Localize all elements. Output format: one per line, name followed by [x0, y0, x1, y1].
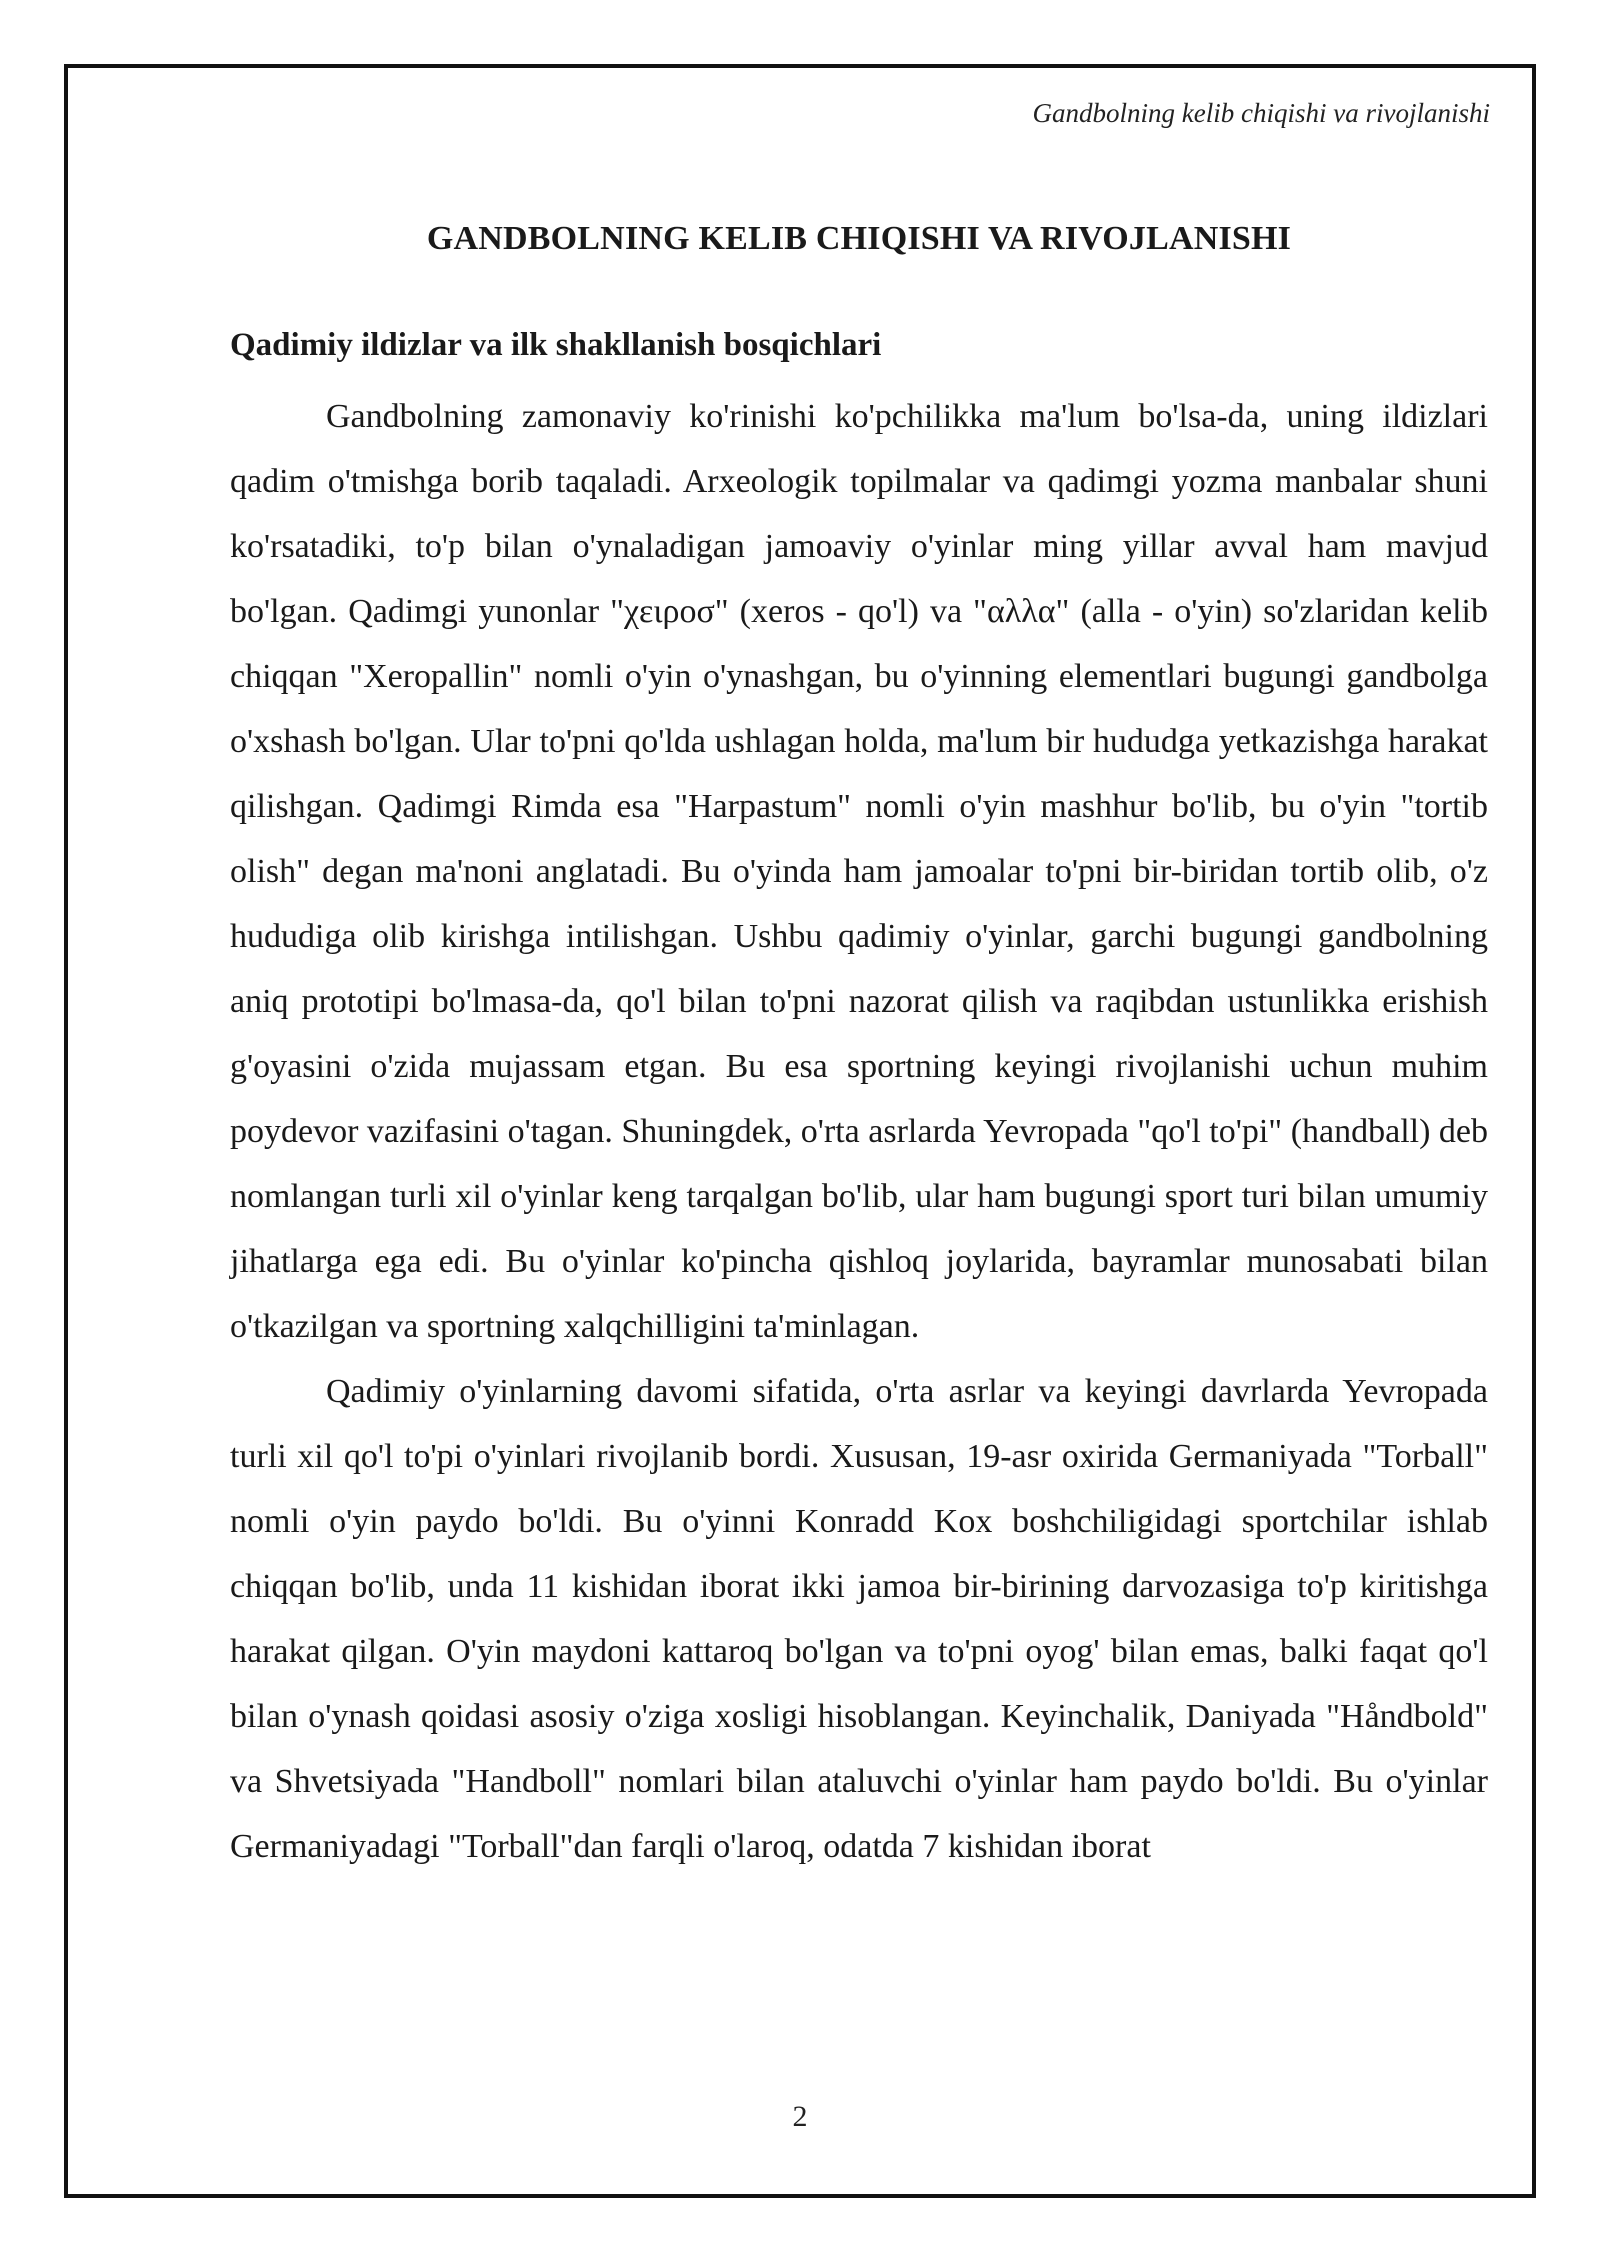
document-title: GANDBOLNING KELIB CHIQISHI VA RIVOJLANISHI: [426, 220, 1292, 257]
running-header: Gandbolning kelib chiqishi va rivojlanishi: [1032, 98, 1490, 128]
paragraph-1: Gandbolning zamonaviy ko'rinishi ko'pchilikka ma'lum bo'lsa-da, uning ildizlari qadim o'tmishga borib taqaladi. Arxeologik topilmalar va qadimgi yozma manbalar shuni ko'rsatadiki, to'p bilan o'ynaladigan jamoaviy o'yinlar ming yillar avval ham mavjud bo'lgan. Qadimgi yunonlar "χειροσ" (xeros - qo'l) va "αλλα" (alla - o'yin) so'zlaridan kelib chiqqan "Xeropallin" nomli o'yin o'ynashgan, bu o'yinning elementlari bugungi gandbolga o'xshash bo'lgan. Ular to'pni qo'lda ushlagan holda, ma'lum bir hududga yetkazishga harakat qilishgan. Qadimgi Rimda esa "Harpastum" nomli o'yin mashhur bo'lib, bu o'yin "tortib olish" degan ma'noni anglatadi. Bu o'yinda ham jamoalar to'pni bir-biridan tortib olib, o'z hududiga olib kirishga intilishgan. Ushbu qadimiy o'yinlar, garchi bugungi gandbolning aniq prototipi bo'lmasa-da, qo'l bilan to'pni nazorat qilish va raqibdan ustunlikka erishish g'oyasini o'zida mujassam etgan. Bu esa sportning keyingi rivojlanishi uchun muhim poydevor vazifasini o'tagan. Shuningdek, o'rta asrlarda Yevropada "qo'l to'pi" (handball) deb nomlangan turli xil o'yinlar keng tarqalgan bo'lib, ular ham bugungi sport turi bilan umumiy jihatlarga ega edi. Bu o'yinlar ko'pincha qishloq joylarida, bayramlar munosabati bilan o'tkazilgan va sportning xalqchilligini ta'minlagan.: [230, 398, 1488, 1345]
section-heading: Qadimiy ildizlar va ilk shakllanish bosqichlari: [230, 327, 882, 363]
page-number: 2: [792, 2100, 808, 2133]
paragraph-2: Qadimiy o'yinlarning davomi sifatida, o'rta asrlar va keyingi davrlarda Yevropada turli xil qo'l to'pi o'yinlari rivojlanib bordi. Xususan, 19-asr oxirida Germaniyada "Torball" nomli o'yin paydo bo'ldi. Bu o'yinni Konradd Kox boshchiligidagi sportchilar ishlab chiqqan bo'lib, unda 11 kishidan iborat ikki jamoa bir-birining darvozasiga to'p kiritishga harakat qilgan. O'yin maydoni kattaroq bo'lgan va to'pni oyog' bilan emas, balki faqat qo'l bilan o'ynash qoidasi asosiy o'ziga xosligi hisoblangan. Keyinchalik, Daniyada "Håndbold" va Shvetsiyada "Handboll" nomlari bilan ataluvchi o'yinlar ham paydo bo'ldi. Bu o'yinlar Germaniyadagi "Torball"dan farqli o'laroq, odatda 7 kishidan iborat: [230, 1373, 1488, 1865]
document-body: [230, 212, 1488, 1879]
